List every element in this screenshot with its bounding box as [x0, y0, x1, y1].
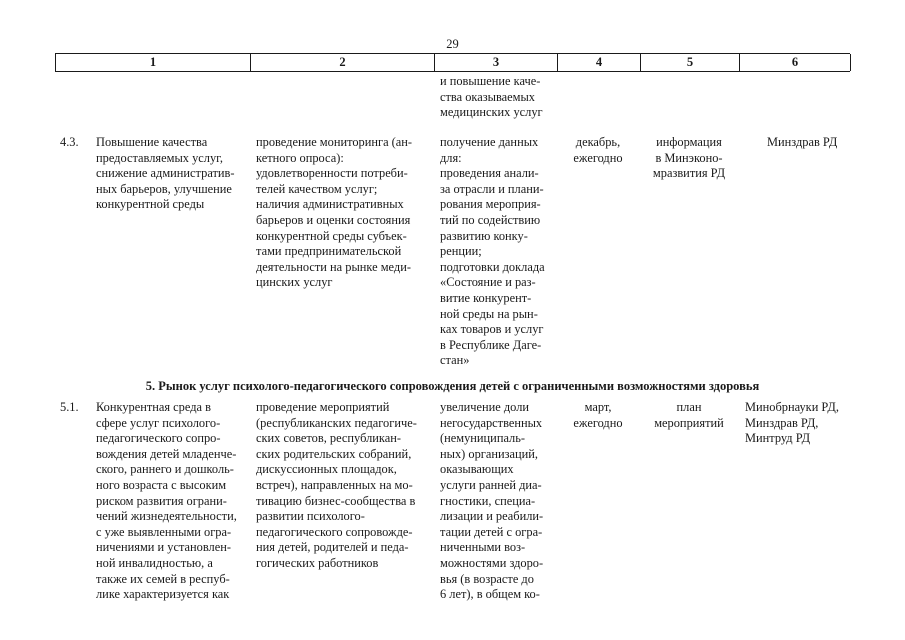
row-4-3-document: информация в Минэконо- мразвития РД	[652, 135, 726, 181]
row-4-3-term: декабрь, ежегодно	[573, 135, 623, 165]
column-header-4: 4	[557, 54, 640, 71]
row-5-1-term: март, ежегодно	[573, 400, 623, 430]
table-header-bottom-border	[55, 71, 850, 72]
column-header-2: 2	[250, 54, 434, 71]
column-header-6: 6	[739, 54, 851, 71]
column-header-5: 5	[640, 54, 739, 71]
continuation-result-text: и повышение каче- ства оказываемых медицинских услуг	[440, 74, 543, 120]
column-header-3: 3	[434, 54, 557, 71]
row-4-3-result: получение данных для: проведения анали- за отрасли и плани- рования мероприя- тий по содействию развитию конку- ренции; подготовки доклада «Состояние и раз- витие конкурент- ной среды на рын- ках товаров и услуг в Республике Даге- стан»	[440, 135, 545, 368]
row-4-3-title: Повышение качества предоставляемых услуг, снижение административ- ных барьеров, улучшение конкурентной среды	[96, 135, 235, 212]
column-header-1: 1	[55, 54, 250, 71]
page-number: 29	[446, 37, 459, 51]
section-5-heading: 5. Рынок услуг психолого-педагогического сопровождения детей с ограниченными возможностями здоровья	[145, 379, 760, 393]
row-5-1-title: Конкурентная среда в сфере услуг психолого- педагогического сопро- вождения детей младенче- ского, раннего и дошколь- ного возраста с высоким риском развития ограни- чений жизнедеятельности, с уже выявленными огра- ничениями и установлен- ной инвалидностью, а также их семей в респуб- лике характеризуется как	[96, 400, 237, 602]
row-5-1-document: план мероприятий	[654, 400, 724, 430]
row-5-1-result: увеличение доли негосударственных (немуниципаль- ных) организаций, оказывающих услуги ранней диа- гностики, специа- лизации и реабили- тации детей с огра- ниченными воз- можностями здоро- вья (в возрасте до 6 лет), в общем ко-	[440, 400, 544, 602]
row-number-4-3: 4.3.	[60, 135, 79, 149]
row-5-1-executor: Минобрнауки РД, Минздрав РД, Минтруд РД	[745, 400, 839, 446]
row-4-3-executor: Минздрав РД	[767, 135, 838, 149]
row-number-5-1: 5.1.	[60, 400, 79, 414]
row-4-3-action: проведение мониторинга (ан- кетного опроса): удовлетворенности потреби- телей качеством услуг; наличия административных барьеров и оценки состояния конкурентной среды субъек- тами предпринимательской деятельности на рынке меди- цинских услуг	[256, 135, 413, 290]
row-5-1-action: проведение мероприятий (республиканских педагогиче- ских советов, республикан- ских родительских собраний, дискуссионных площадок, встреч), направленных на мо- тивацию бизнес-сообщества в развитии психолого- педагогического сопровожде- ния детей, родителей и педа- гогических работников	[256, 400, 417, 570]
